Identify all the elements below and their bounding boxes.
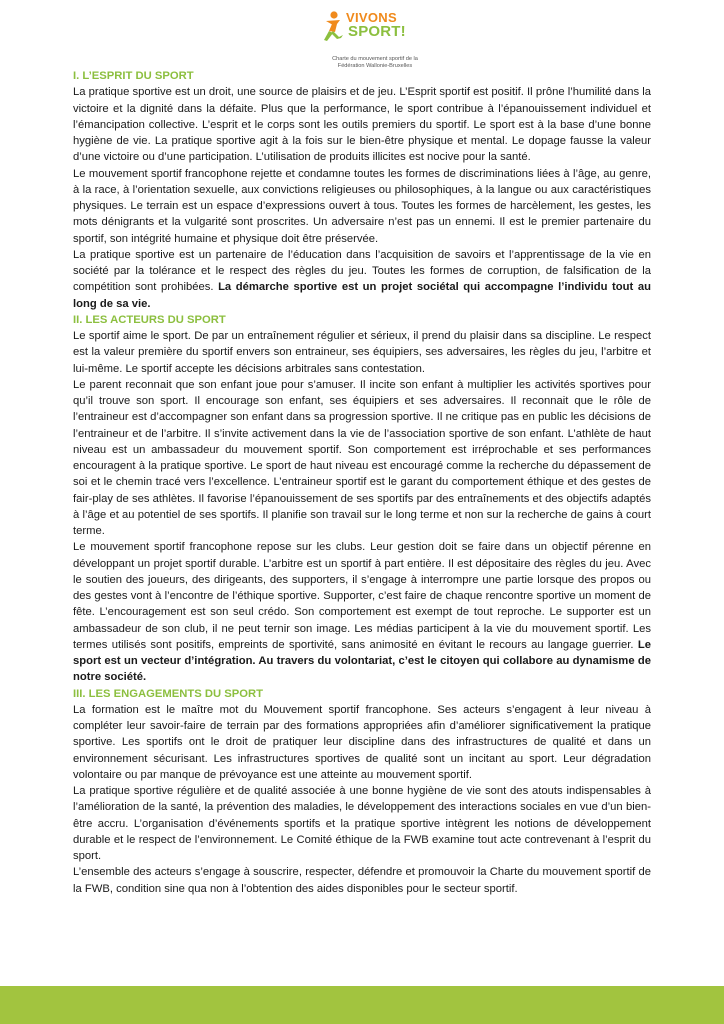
logo-caption-line1: Charte du mouvement sportif de la <box>332 56 418 62</box>
paragraph-emphasis: Le sport est un vecteur d’intégration. Au travers du volontariat, c’est le citoyen qui collabore au dynamisme de notre société. <box>73 638 651 684</box>
footer-band <box>0 986 724 1024</box>
paragraph <box>73 166 651 247</box>
paragraph <box>73 783 651 864</box>
paragraph <box>73 864 651 897</box>
paragraph-text: La formation est le maître mot du Mouvement sportif francophone. Ses acteurs s’engagent à leur niveau à compléter leur savoir-faire de terrain par des formations appropriées afin d’améliorer significativement la pratique sportive. Les sportifs ont le droit de pratiquer leur discipline dans des infrastructures de qualité et dans un environnement sécurisant. Les infrastructures sportives de qualité sont un incitant au sport. Leur dégradation volontaire ou par manque de prévoyance est une atteinte au mouvement sportif. <box>73 703 651 781</box>
paragraph-text: Le sportif aime le sport. De par un entraînement régulier et sérieux, il prend du plaisir dans sa discipline. Le respect est la valeur première du sportif envers son entraineur, ses équipiers, ses adversaires, les règles du jeu, l’arbitre et lui-même. Le sportif accepte les décisions arbitrales sans contestation. <box>73 330 651 375</box>
paragraph <box>73 377 651 540</box>
paragraph-text: Le parent reconnait que son enfant joue pour s’amuser. Il incite son enfant à multiplier les activités sportives pour qu’il trouve son sport. Il encourage son enfant, ses équipiers et ses adversaires. Il reconnait que le rôle de l’entraineur est d’accompagner son enfant dans sa progression sportive. Il ne critique pas en public les décisions de l’entraineur et de l’arbitre. Il s’invite activement dans la vie de l’association sportive de son enfant. L’athlète de haut niveau est un ambassadeur du mouvement sportif. Son comportement est irréprochable et ses performances encouragent à la pratique sportive. Le sport de haut niveau est encouragé comme la recherche du dépassement de soi et le chemin tracé vers l’excellence. L’entraineur sportif est le garant du comportement éthique et des gestes de fair-play de ses athlètes. Il favorise l’épanouissement de ses sportifs par des entraînements et des objectifs adaptés à l’âge et au potentiel de ses sportifs. Il planifie son travail sur le long terme et non sur la recherche de gains à court terme. <box>73 378 651 537</box>
paragraph <box>73 84 651 165</box>
paragraph <box>73 247 651 312</box>
vivons-sport-logo <box>300 6 450 76</box>
paragraph-text: L’ensemble des acteurs s’engage à souscrire, respecter, défendre et promouvoir la Charte du mouvement sportif de la FWB, condition sine qua non à l’obtention des aides disponibles pour le secteur sportif. <box>73 866 651 895</box>
logo-wordmark-bottom: SPORT! <box>348 23 406 40</box>
section-heading-engagements: III. LES ENGAGEMENTS DU SPORT <box>73 687 264 700</box>
running-figure-icon <box>318 10 348 46</box>
paragraph <box>73 328 651 377</box>
paragraph-text: Le mouvement sportif francophone rejette et condamne toutes les formes de discriminations liées à l’âge, au genre, à la race, à l’orientation sexuelle, aux convictions religieuses ou philosophiques, à la langue ou aux caractéristiques physiques. Le terrain est un espace d’expressions ouvert à tous. Toutes les formes de harcèlement, les gestes, les mots dénigrants et la vulgarité sont proscrites. Un adversaire n’est pas un ennemi. Il est le premier partenaire du sportif, son intégrité humaine et physique doit être préservée. <box>73 167 651 245</box>
section-heading-acteurs: II. LES ACTEURS DU SPORT <box>73 313 226 326</box>
charter-body <box>73 68 651 897</box>
paragraph-text: Le mouvement sportif francophone repose sur les clubs. Leur gestion doit se faire dans un objectif pérenne en développant un projet sportif durable. L’arbitre est un sportif à part entière. Il est dépositaire des règles du jeu. Avec le soutien des joueurs, des dirigeants, des supporters, il s’engage à interrompre une partie lorsque des propos ou des gestes vont à l’encontre de l’éthique sportive. Supporter, c’est faire de chaque rencontre sportive un moment de fête. L’encouragement est son seul crédo. Son comportement est exempt de tout reproche. Le supporter est un ambassadeur de son club, il ne peut ternir son image. Les médias participent à la vie du mouvement sportif. Les termes utilisés sont positifs, empreints de sportivité, sans animosité en évitant le recours au langage guerrier. <box>73 541 651 651</box>
paragraph-text: La pratique sportive est un droit, une source de plaisirs et de jeu. L’Esprit sportif est positif. Il prône l’humilité dans la victoire et la dignité dans la défaite. Plus que la performance, le sport contribue à l’épanouissement individuel et l’émancipation collective. L’esprit et le corps sont les outils premiers du sportif. Le sport est à la base d’une bonne hygiène de vie. La pratique sportive agit à la fois sur le bien-être physique et mental. Le dopage fausse la valeur d’une victoire ou d’une participation. L’utilisation de produits illicites est nocive pour la santé. <box>73 86 651 164</box>
paragraph-emphasis: La démarche sportive est un projet sociétal qui accompagne l’individu tout au long de sa vie. <box>73 281 651 310</box>
logo-wordmark-top: VIVONS <box>346 10 397 25</box>
section-heading-esprit: I. L’ESPRIT DU SPORT <box>73 70 194 82</box>
paragraph <box>73 539 651 685</box>
paragraph <box>73 702 651 783</box>
paragraph-text: La pratique sportive régulière et de qualité associée à une bonne hygiène de vie sont des atouts indispensables à l’amélioration de la santé, la prévention des maladies, le développement des interactions sociales en vue d’un bien-être accru. L’organisation d’événements sportifs et la pratique sportive intègrent les notions de développement durable et le respect de l’environnement. Le Comité éthique de la FWB examine tout acte contrevenant à l’esprit du sport. <box>73 785 651 862</box>
paragraph-text: La pratique sportive est un partenaire de l’éducation dans l’acquisition de savoirs et l’apprentissage de la vie en société par la tolérance et le respect des règles du jeu. Toutes les formes de corruption, de falsification de la compétition sont prohibées. <box>73 248 651 294</box>
logo-caption-line2: Fédération Wallonie-Bruxelles <box>337 63 413 69</box>
